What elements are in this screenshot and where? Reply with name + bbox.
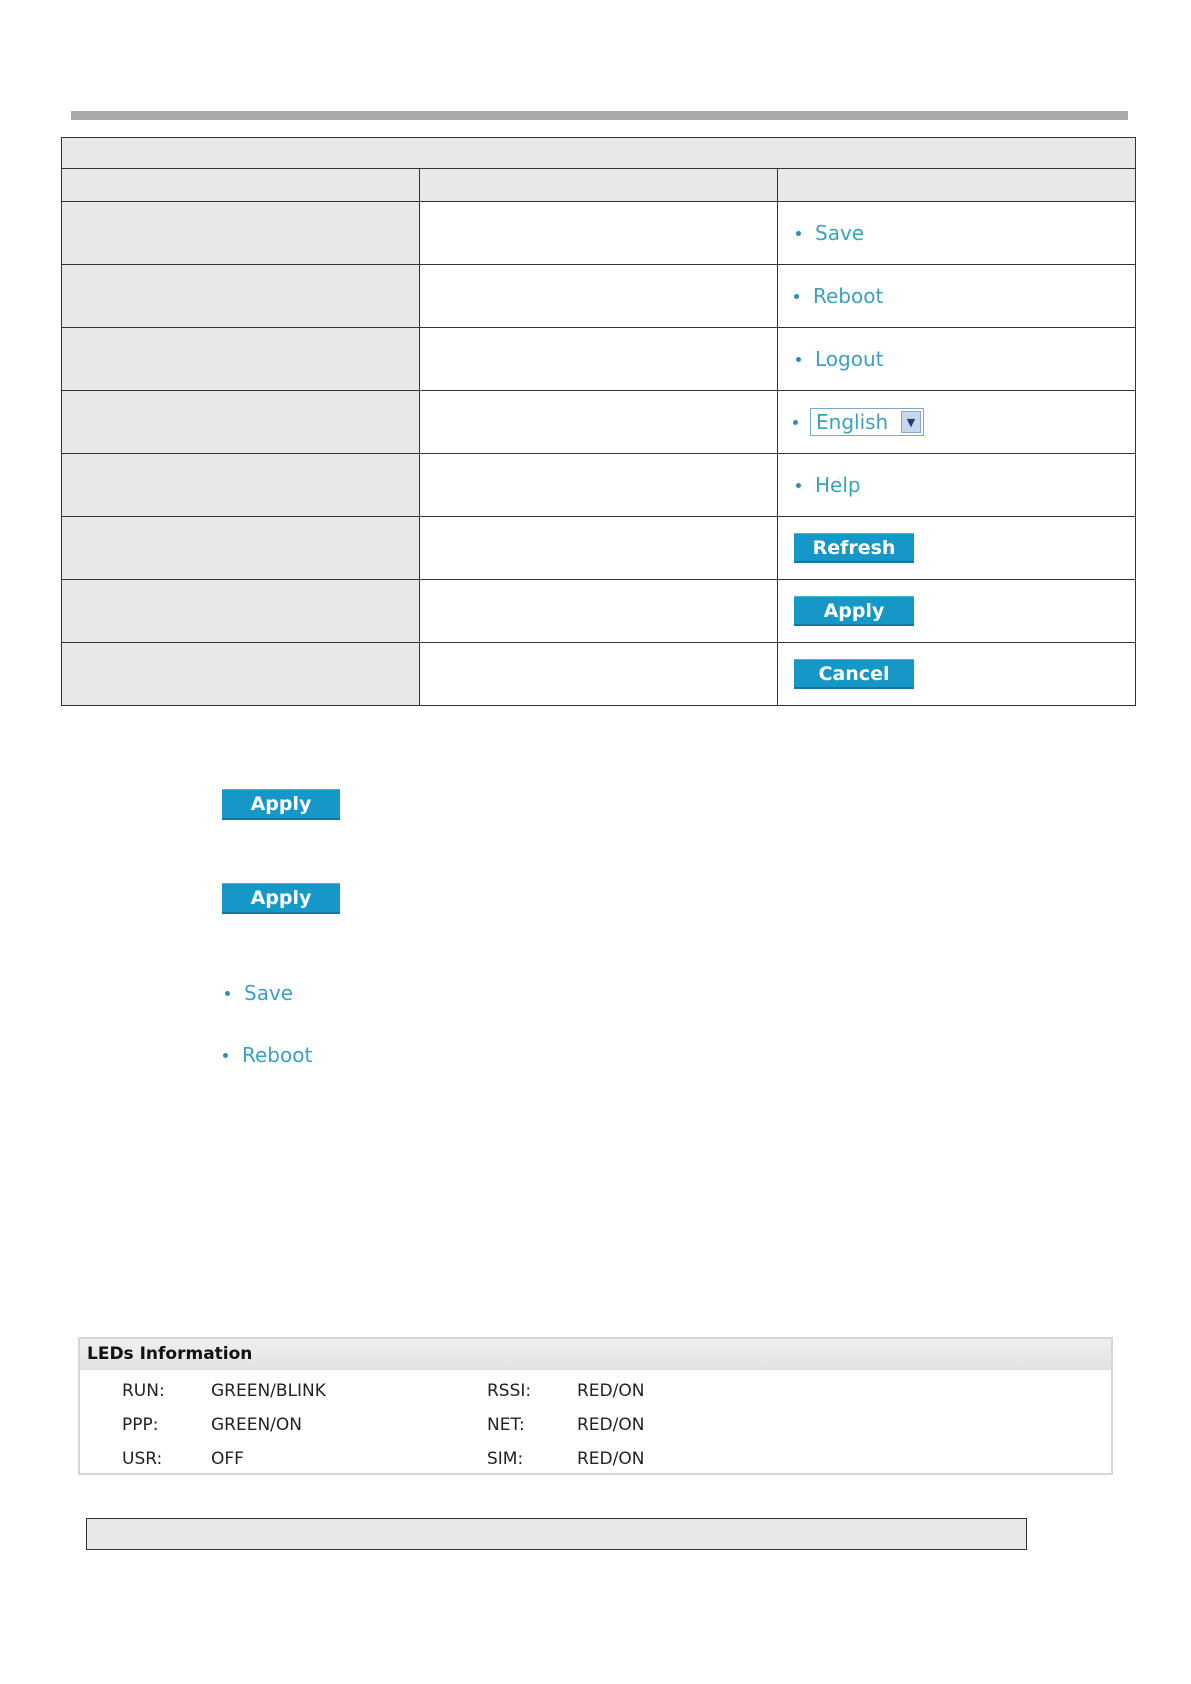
led-label-net: NET: [487, 1415, 525, 1435]
apply-button[interactable]: Apply [794, 596, 914, 626]
table-row [62, 202, 1136, 265]
table-row [62, 643, 1136, 706]
reboot-link-standalone[interactable]: Reboot [223, 1043, 312, 1067]
table-row [62, 328, 1136, 391]
operations-table [61, 137, 1136, 706]
led-label-run: RUN: [122, 1381, 165, 1401]
table-row [62, 517, 1136, 580]
bottom-caption-bar [86, 1518, 1027, 1550]
reboot-link[interactable]: Reboot [794, 284, 883, 308]
logout-link[interactable]: Logout [796, 347, 883, 371]
refresh-button[interactable]: Refresh [794, 533, 914, 563]
table-row [62, 391, 1136, 454]
apply-button-standalone-1[interactable]: Apply [222, 789, 340, 820]
led-value-net: RED/ON [577, 1415, 645, 1435]
led-value-sim: RED/ON [577, 1449, 645, 1469]
leds-info-title: LEDs Information [80, 1339, 1111, 1370]
bullet-icon [794, 294, 799, 299]
led-label-sim: SIM: [487, 1449, 524, 1469]
cancel-button[interactable]: Cancel [794, 659, 914, 689]
language-select[interactable]: English ▼ [810, 408, 924, 436]
led-value-rssi: RED/ON [577, 1381, 645, 1401]
table-title-row [62, 138, 1136, 169]
table-header-row [62, 169, 1136, 202]
led-label-rssi: RSSI: [487, 1381, 532, 1401]
table-row [62, 454, 1136, 517]
chevron-down-icon: ▼ [901, 411, 921, 433]
table-row [62, 580, 1136, 643]
bullet-icon [796, 231, 801, 236]
bullet-icon [796, 357, 801, 362]
apply-button-standalone-2[interactable]: Apply [222, 883, 340, 914]
save-link[interactable]: Save [796, 221, 864, 245]
led-label-ppp: PPP: [122, 1415, 159, 1435]
top-rule [71, 111, 1128, 120]
led-label-usr: USR: [122, 1449, 163, 1469]
led-value-usr: OFF [211, 1449, 244, 1469]
table-row [62, 265, 1136, 328]
language-bullet [793, 420, 810, 425]
bullet-icon [225, 991, 230, 996]
led-value-run: GREEN/BLINK [211, 1381, 326, 1401]
help-link[interactable]: Help [796, 473, 861, 497]
bullet-icon [796, 483, 801, 488]
led-value-ppp: GREEN/ON [211, 1415, 303, 1435]
bullet-icon [223, 1053, 228, 1058]
bullet-icon [793, 420, 798, 425]
leds-info-panel [78, 1337, 1113, 1475]
save-link-standalone[interactable]: Save [225, 981, 293, 1005]
